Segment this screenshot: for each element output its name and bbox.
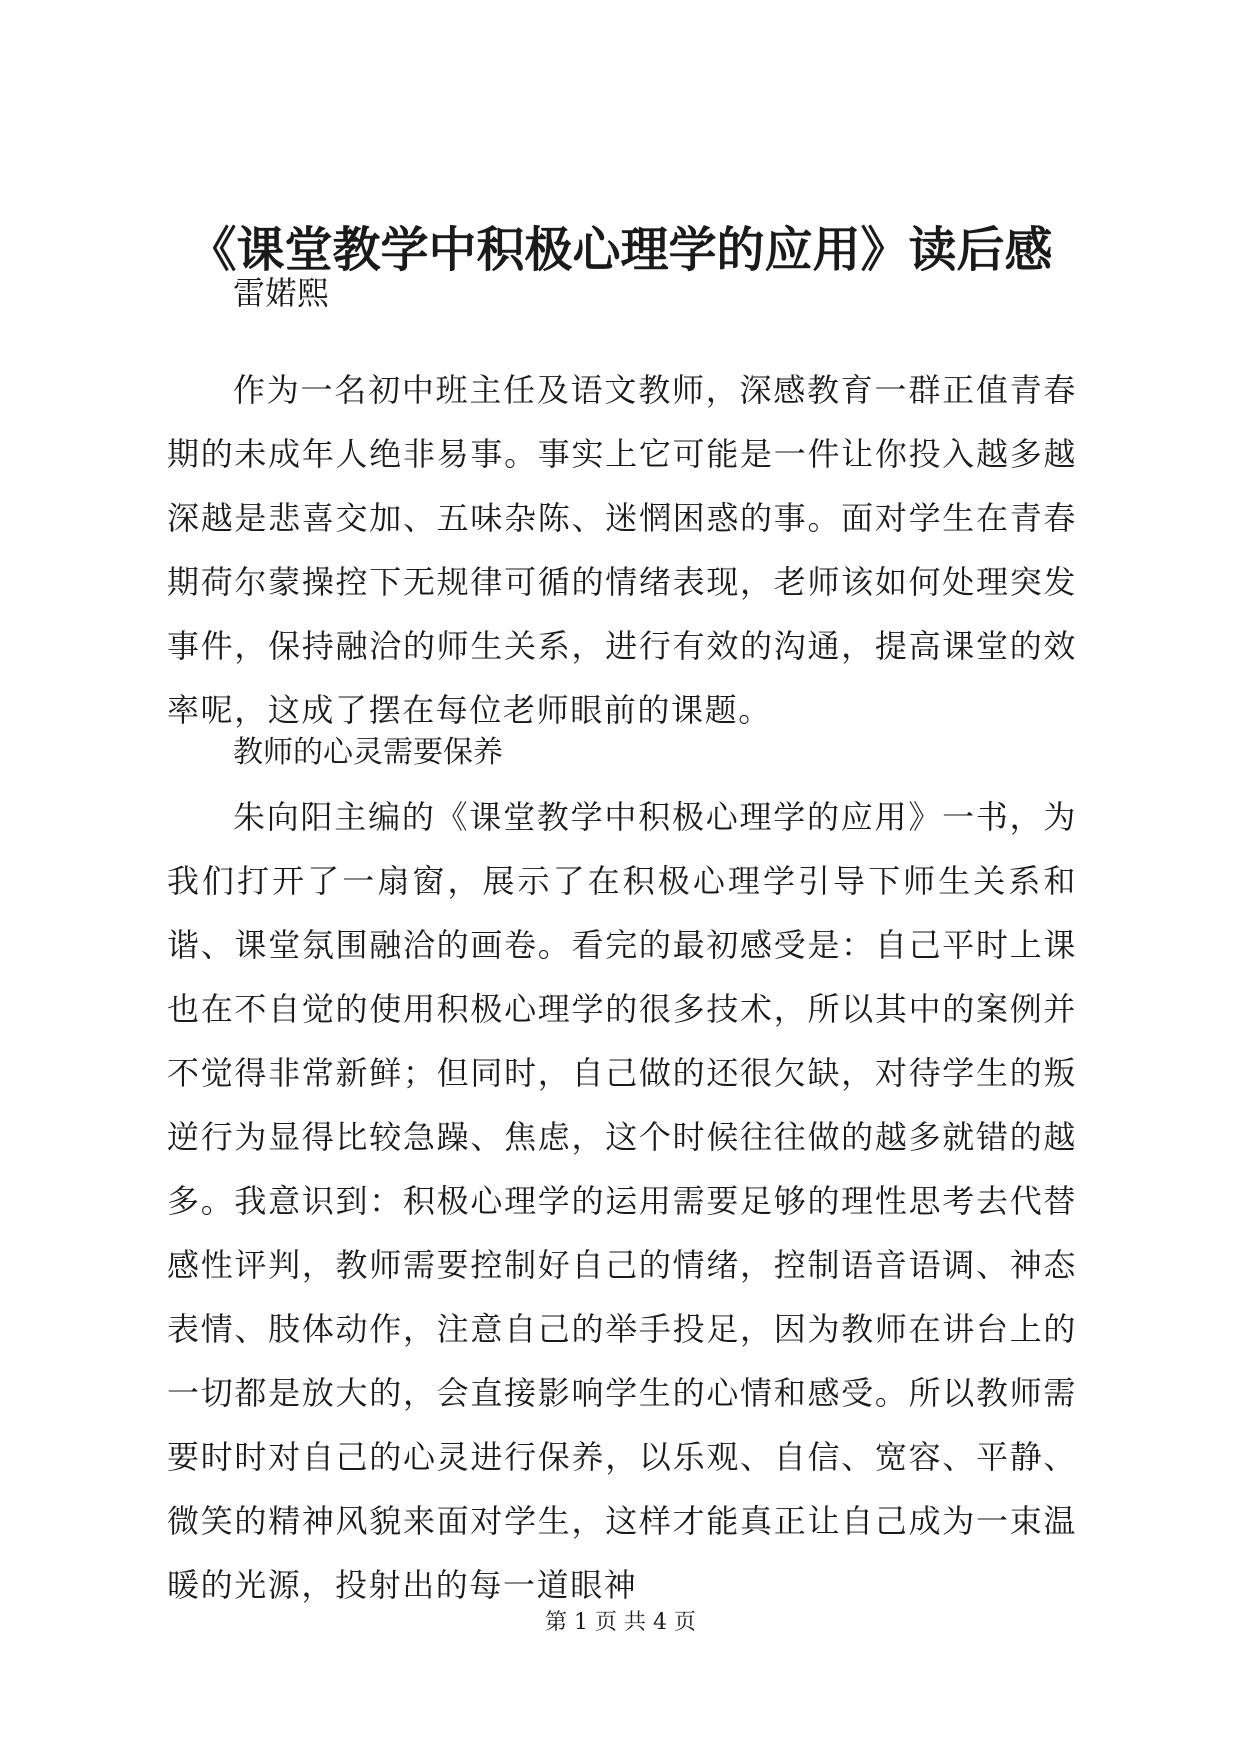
author-name: 雷婼熙 — [233, 274, 330, 312]
document-title: 《课堂教学中积极心理学的应用》读后感 — [188, 222, 1053, 278]
page-footer: 第 1 页 共 4 页 — [545, 1610, 696, 1635]
section-heading: 教师的心灵需要保养 — [233, 735, 503, 770]
body-paragraph-1: 作为一名初中班主任及语文教师，深感教育一群正值青春期的未成年人绝非易事。事实上它可能是一件让你投入越多越深越是悲喜交加、五味杂陈、迷惘困惑的事。面对学生在青春期荷尔蒙操控下无规律可循的情绪表现，老师该如何处理突发事件，保持融洽的师生关系，进行有效的沟通，提高课堂的效率呢，这成了摆在每位老师眼前的课题。 — [167, 371, 1077, 729]
body-paragraph-2: 朱向阳主编的《课堂教学中积极心理学的应用》一书，为我们打开了一扇窗，展示了在积极心理学引导下师生关系和谐、课堂氛围融洽的画卷。看完的最初感受是：自己平时上课也在不自觉的使用积极心理学的很多技术，所以其中的案例并不觉得非常新鲜；但同时，自己做的还很欠缺，对待学生的叛逆行为显得比较急躁、焦虑，这个时候往往做的越多就错的越多。我意识到：积极心理学的运用需要足够的理性思考去代替感性评判，教师需要控制好自己的情绪，控制语音语调、神态表情、肢体动作，注意自己的举手投足，因为教师在讲台上的一切都是放大的，会直接影响学生的心情和感受。所以教师需要时时对自己的心灵进行保养，以乐观、自信、宽容、平静、微笑的精神风貌来面对学生，这样才能真正让自己成为一束温暖的光源，投射出的每一道眼神 — [167, 798, 1077, 1604]
